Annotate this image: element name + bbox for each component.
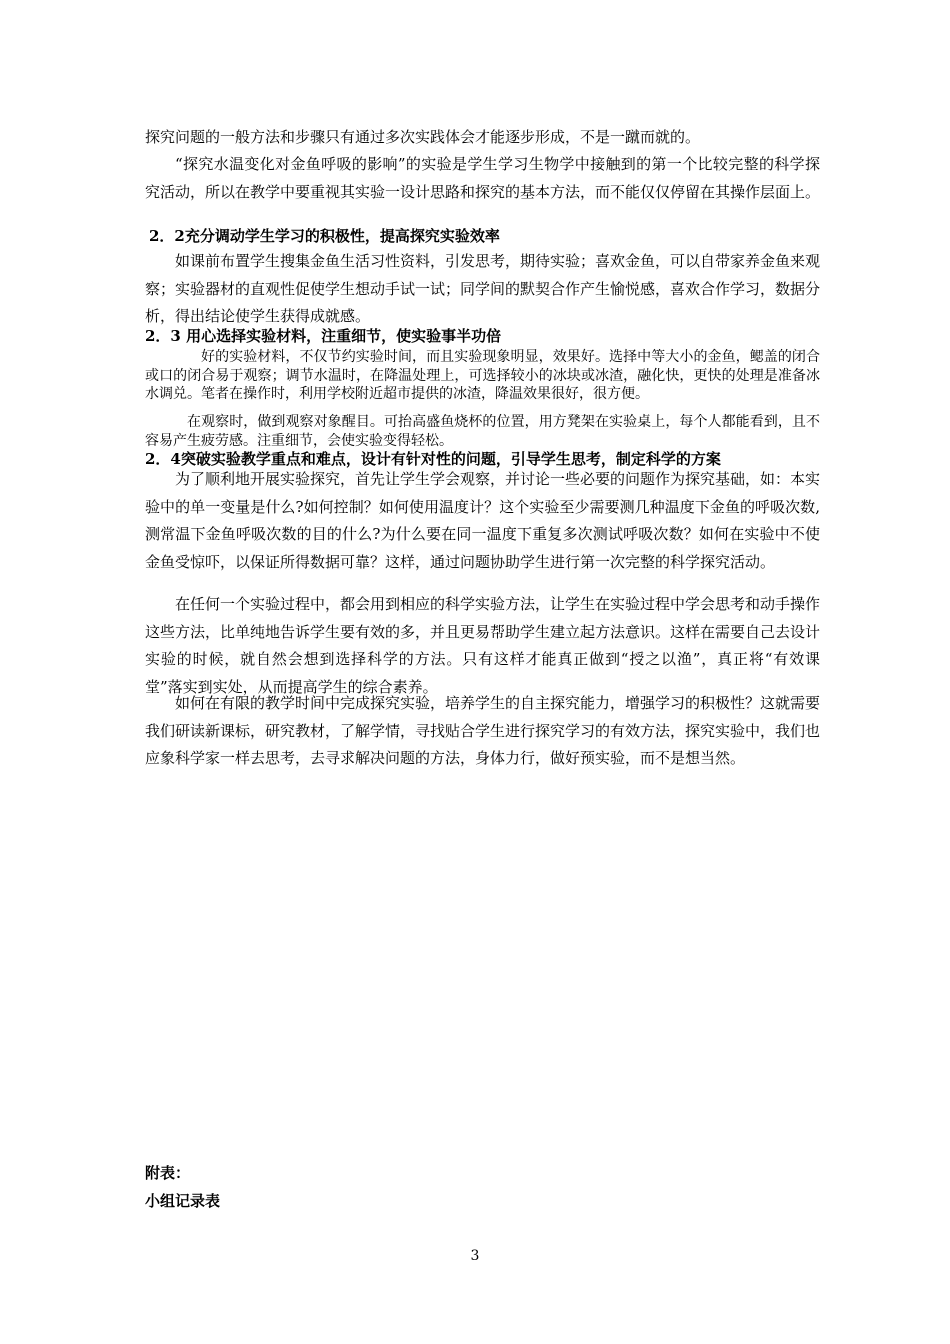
appendix-label: 附表： <box>145 1164 191 1182</box>
paragraph-intro: 探究问题的一般方法和步骤只有通过多次实践体会才能逐步形成，不是一蹴而就的。 <box>145 128 701 146</box>
paragraph-2-4-conclusion: 如何在有限的教学时间中完成探究实验，培养学生的自主探究能力，增强学习的积极性？这就需要我们研读新课标，研究教材，了解学情，寻找贴合学生进行探究学习的有效方法，探究实验中，我们也应象科学家一样去思考，去寻求解决问题的方法，身体力行，做好预实验，而不是想当然。 <box>145 694 821 767</box>
paragraph-2-2: 如课前布置学生搜集金鱼生活习性资料，引发思考，期待实验；喜欢金鱼，可以自带家养金鱼来观察；实验器材的直观性促使学生想动手试一试；同学间的默契合作产生愉悦感，喜欢合作学习，数据分析，得出结论使学生获得成就感。 <box>145 252 821 325</box>
paragraph-2-3-materials: 好的实验材料，不仅节约实验时间，而且实验现象明显，效果好。选择中等大小的金鱼，鳃盖的闭合或口的闭合易于观察；调节水温时，在降温处理上，可选择较小的冰块或冰渣，融化快，更快的处理是准备冰水调兑。笔者在操作时，利用学校附近超市提供的冰渣，降温效果很好，很方便。 <box>145 349 820 402</box>
section-heading-2-3: 2．3 用心选择实验材料，注重细节，使实验事半功倍 <box>145 327 502 345</box>
paragraph-explore-experiment: “探究水温变化对金鱼呼吸的影响”的实验是学生学习生物学中接触到的第一个比较完整的科学探究活动，所以在教学中要重视其实验一设计思路和探究的基本方法，而不能仅仅停留在其操作层面上。 <box>145 155 821 201</box>
paragraph-2-3-observation: 在观察时，做到观察对象醒目。可抬高盛鱼烧杯的位置，用方凳架在实验桌上，每个人都能看到，且不容易产生疲劳感。注重细节，会使实验变得轻松。 <box>145 414 820 449</box>
section-heading-2-2: 2．2充分调动学生学习的积极性，提高探究实验效率 <box>149 227 500 245</box>
page-number: 3 <box>470 1248 480 1264</box>
paragraph-2-4-questions: 为了顺利地开展实验探究，首先让学生学会观察，并讨论一些必要的问题作为探究基础，如：本实验中的单一变量是什么?如何控制？如何使用温度计？这个实验至少需要测几种温度下金鱼的呼吸次数,测常温下金鱼呼吸次数的目的什么?为什么要在同一温度下重复多次测试呼吸次数？如何在实验中不使金鱼受惊吓，以保证所得数据可靠？这样，通过问题协助学生进行第一次完整的科学探究活动。 <box>145 470 821 571</box>
appendix-table-title: 小组记录表 <box>145 1192 221 1210</box>
paragraph-2-4-methods: 在任何一个实验过程中，都会用到相应的科学实验方法，让学生在实验过程中学会思考和动手操作这些方法，比单纯地告诉学生要有效的多，并且更易帮助学生建立起方法意识。这样在需要自己去设计实验的时候，就自然会想到选择科学的方法。只有这样才能真正做到“授之以渔”，真正将“有效课堂”落实到实处，从而提高学生的综合素养。 <box>145 595 821 696</box>
section-heading-2-4: 2．4突破实验教学重点和难点，设计有针对性的问题，引导学生思考，制定科学的方案 <box>145 450 721 468</box>
